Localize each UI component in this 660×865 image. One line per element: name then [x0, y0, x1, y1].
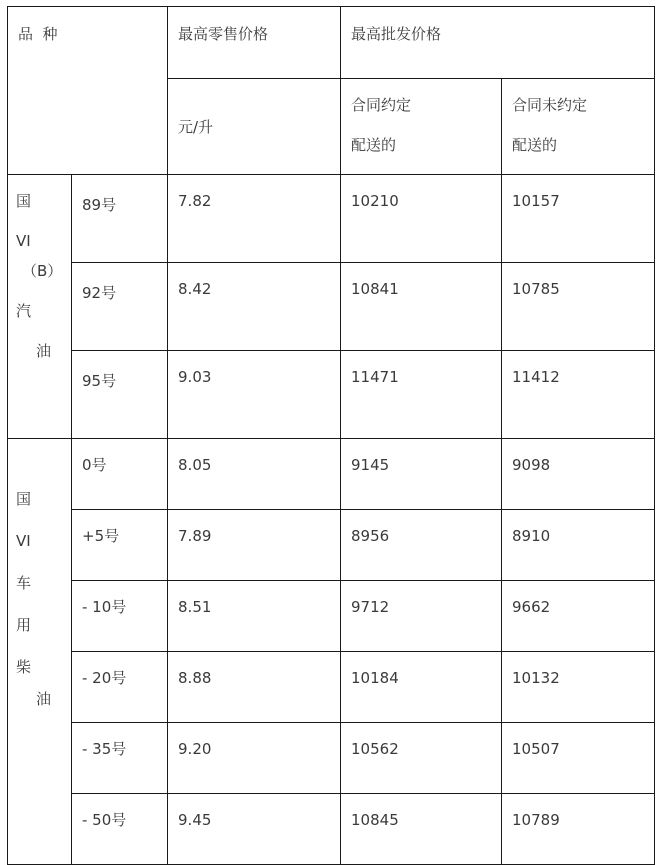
header-retail-unit: [168, 79, 341, 175]
contract-cell: 10562: [341, 723, 502, 794]
contract-cell: 11471: [341, 351, 502, 439]
no-contract-cell: 10789: [502, 794, 655, 865]
fuel-price-table: [7, 6, 655, 865]
contract-cell: 8956: [341, 510, 502, 581]
header-wholesale-price-label: 最高批发价格: [351, 25, 442, 43]
grade-cell: - 20号: [72, 652, 168, 723]
label-char: 油: [36, 342, 52, 360]
header-retail-price-label: 最高零售价格: [178, 25, 269, 43]
table-row: [8, 794, 655, 865]
no-contract-cell: 9662: [502, 581, 655, 652]
grade-cell: - 10号: [72, 581, 168, 652]
no-contract-cell: 11412: [502, 351, 655, 439]
label-char: 油: [36, 690, 52, 708]
label-char: 国: [16, 192, 32, 210]
contract-cell: 10845: [341, 794, 502, 865]
header-no-contract-line2: 配送的: [512, 136, 558, 154]
header-retail-unit-label: 元/升: [178, 118, 214, 136]
table-row: [8, 581, 655, 652]
header-row-1: [8, 7, 655, 79]
retail-cell: 8.05: [168, 439, 341, 510]
contract-cell: 10184: [341, 652, 502, 723]
no-contract-cell: 10507: [502, 723, 655, 794]
table-row: [8, 652, 655, 723]
retail-cell: 9.03: [168, 351, 341, 439]
header-variety-label: 品 种: [18, 25, 58, 43]
retail-cell: 8.88: [168, 652, 341, 723]
no-contract-cell: 8910: [502, 510, 655, 581]
label-char: 用: [16, 616, 32, 634]
header-contract-delivery: [341, 79, 502, 175]
grade-cell: 92号: [72, 263, 168, 351]
retail-cell: 8.42: [168, 263, 341, 351]
label-char: 柴: [16, 658, 32, 676]
retail-cell: 7.89: [168, 510, 341, 581]
header-variety: [8, 7, 168, 175]
label-char: VI: [16, 232, 31, 250]
header-no-contract-delivery: [502, 79, 655, 175]
table-row: [8, 263, 655, 351]
grade-cell: 89号: [72, 175, 168, 263]
grade-cell: +5号: [72, 510, 168, 581]
grade-cell: 0号: [72, 439, 168, 510]
header-contract-line1: 合同约定: [351, 96, 412, 114]
table-row: [8, 510, 655, 581]
grade-cell: - 35号: [72, 723, 168, 794]
table-row: [8, 351, 655, 439]
table-row: [8, 439, 655, 510]
retail-cell: 8.51: [168, 581, 341, 652]
header-no-contract-line1: 合同未约定: [512, 96, 588, 114]
no-contract-cell: 10157: [502, 175, 655, 263]
no-contract-cell: 9098: [502, 439, 655, 510]
label-char: （B）: [22, 262, 63, 280]
header-retail-price: [168, 7, 341, 79]
no-contract-cell: 10132: [502, 652, 655, 723]
grade-cell: 95号: [72, 351, 168, 439]
header-wholesale-price: [341, 7, 655, 79]
table-row: [8, 723, 655, 794]
grade-cell: - 50号: [72, 794, 168, 865]
label-char: 国: [16, 490, 32, 508]
contract-cell: 10210: [341, 175, 502, 263]
diesel-group-label: [8, 439, 72, 865]
retail-cell: 7.82: [168, 175, 341, 263]
label-char: 车: [16, 574, 32, 592]
retail-cell: 9.45: [168, 794, 341, 865]
gasoline-group-label: [8, 175, 72, 439]
label-char: 汽: [16, 302, 32, 320]
table-row: [8, 175, 655, 263]
retail-cell: 9.20: [168, 723, 341, 794]
header-contract-line2: 配送的: [351, 136, 397, 154]
no-contract-cell: 10785: [502, 263, 655, 351]
contract-cell: 9712: [341, 581, 502, 652]
contract-cell: 9145: [341, 439, 502, 510]
contract-cell: 10841: [341, 263, 502, 351]
label-char: VI: [16, 532, 31, 550]
